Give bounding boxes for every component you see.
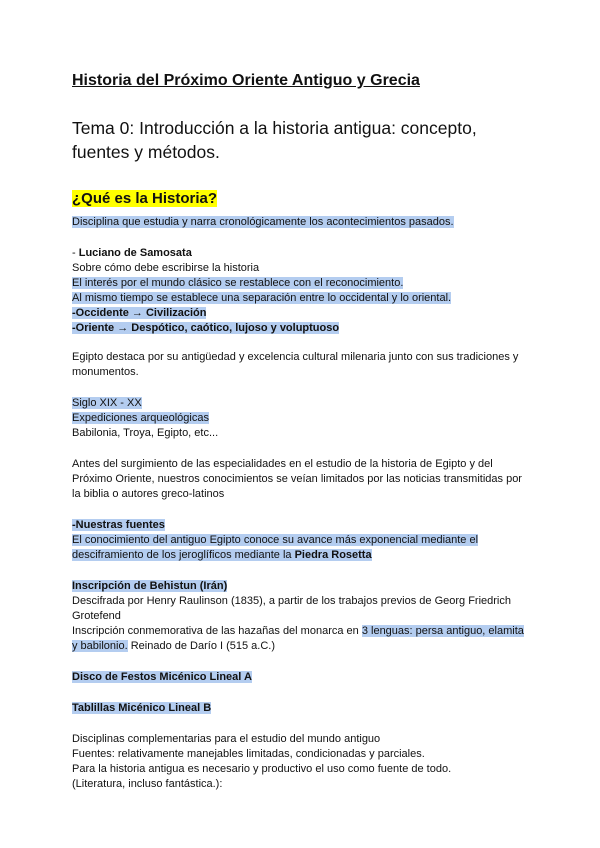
definition-text: Disciplina que estudia y narra cronológicamente los acontecimientos pasados.: [72, 216, 454, 228]
behistun-line-2-plain: Inscripción conmemorativa de las hazañas del monarca en: [72, 625, 362, 637]
behistun-heading: [72, 579, 532, 594]
question-heading: [72, 189, 532, 209]
sources-paragraph: [72, 533, 532, 563]
sources-heading-text: -Nuestras fuentes: [72, 519, 165, 531]
disco-heading: [72, 670, 532, 685]
luciano-name: Luciano de Samosata: [78, 247, 192, 259]
luciano-line-1: Sobre cómo debe escribirse la historia: [72, 262, 260, 274]
luciano-line-3: [72, 291, 532, 306]
tablillas-heading: [72, 701, 532, 716]
luciano-line-3-text: Al mismo tiempo se establece una separación entre lo occidental y lo oriental.: [72, 292, 452, 304]
behistun-line-2: [72, 624, 532, 654]
sources-text: [72, 534, 478, 561]
behistun-reign: Reinado de Darío I (515 a.C.): [127, 640, 276, 652]
luciano-line-4: [72, 306, 532, 321]
luciano-line-2-text: El interés por el mundo clásico se restablece con el reconocimiento.: [72, 277, 404, 289]
egypt-paragraph: Egipto destaca por su antigüedad y excelencia cultural milenaria junto con sus tradiciones y monumentos.: [72, 351, 519, 378]
behistun-line-1: Descifrada por Henry Raulinson (1835), a partir de los trabajos previos de Georg Friedrich Grotefend: [72, 595, 511, 622]
disco-heading-text: Disco de Festos Micénico Lineal A: [72, 671, 252, 683]
closing-line-4: (Literatura, incluso fantástica.):: [72, 778, 223, 790]
century-line-2: [72, 411, 532, 426]
sources-heading: [72, 518, 532, 533]
rosetta-stone-label: Piedra Rosetta: [294, 549, 372, 561]
document-page: [72, 70, 532, 792]
tablillas-heading-text: Tablillas Micénico Lineal B: [72, 702, 212, 714]
before-paragraph: Antes del surgimiento de las especialidades en el estudio de la historia de Egipto y del Próximo Oriente, nuestros conocimientos se veían limitados por las noticias transmitidas por la biblia o autores greco-latinos: [72, 458, 522, 500]
luciano-prefix: -: [72, 247, 79, 259]
century-line-2-text: Expediciones arqueológicas: [72, 412, 209, 424]
document-title: Historia del Próximo Oriente Antiguo y Grecia: [72, 72, 420, 89]
topic-heading: Tema 0: Introducción a la historia antigua: concepto, fuentes y métodos.: [72, 118, 477, 162]
closing-line-3: Para la historia antigua es necesario y productivo el uso como fuente de todo.: [72, 763, 452, 775]
luciano-line-2: [72, 276, 532, 291]
question-highlight: ¿Qué es la Historia?: [72, 190, 218, 207]
luciano-line-5-text: -Oriente → Despótico, caótico, lujoso y voluptuoso: [72, 322, 340, 334]
century-line-1-text: Siglo XIX - XX: [72, 397, 142, 409]
century-line-1: [72, 396, 532, 411]
century-line-3: Babilonia, Troya, Egipto, etc...: [72, 427, 219, 439]
definition-line: [72, 215, 532, 230]
behistun-heading-text: Inscripción de Behistun (Irán): [72, 580, 228, 592]
luciano-heading: [72, 246, 532, 261]
sources-text-plain: El conocimiento del antiguo Egipto conoce su avance más exponencial mediante el desciframiento de los jeroglíficos mediante la: [72, 534, 479, 561]
luciano-line-5: [72, 321, 532, 336]
behistun-languages: 3 lenguas: persa antiguo, elamita y babilonio.: [72, 625, 524, 652]
closing-line-1: Disciplinas complementarias para el estudio del mundo antiguo: [72, 733, 381, 745]
luciano-line-4-text: -Occidente → Civilización: [72, 307, 207, 319]
closing-line-2: Fuentes: relativamente manejables limitadas, condicionadas y parciales.: [72, 748, 425, 760]
